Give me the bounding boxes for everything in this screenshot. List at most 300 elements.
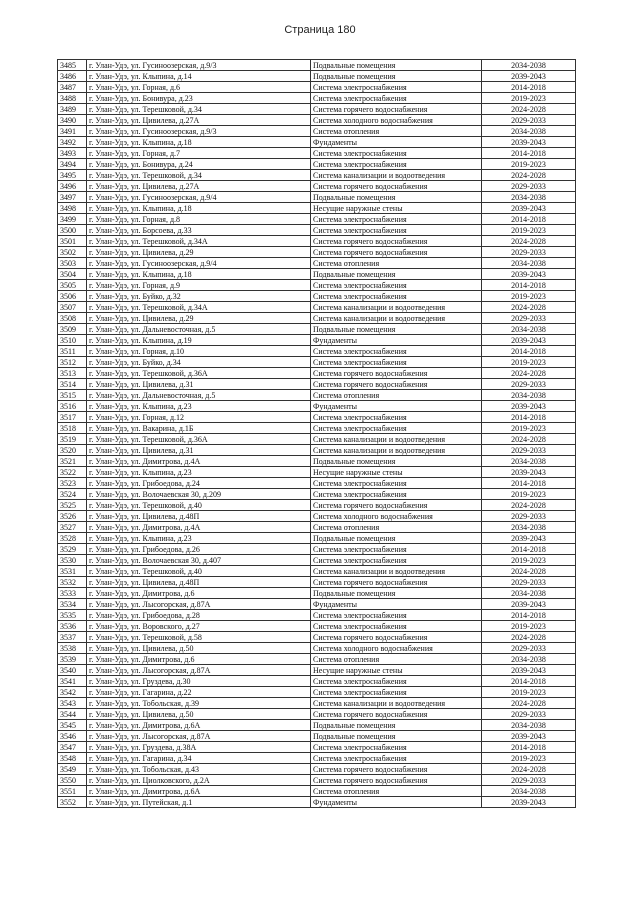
system-cell: Система электроснабжения: [311, 676, 482, 687]
row-number-cell: 3529: [58, 544, 87, 555]
table-row: [58, 335, 576, 346]
address-cell: г. Улан-Удэ, ул. Терешковой, д.34А: [87, 302, 311, 313]
system-cell: Система горячего водоснабжения: [311, 500, 482, 511]
address-cell: г. Улан-Удэ, ул. Гусиноозерская, д.9/4: [87, 192, 311, 203]
system-cell: Подвальные помещения: [311, 71, 482, 82]
period-cell: 2024-2028: [482, 500, 576, 511]
row-number-cell: 3550: [58, 775, 87, 786]
address-cell: г. Улан-Удэ, ул. Волочаевская 30, д.407: [87, 555, 311, 566]
address-cell: г. Улан-Удэ, ул. Борсоева, д.33: [87, 225, 311, 236]
table-row: [58, 687, 576, 698]
address-cell: г. Улан-Удэ, ул. Лысогорская, д.87А: [87, 731, 311, 742]
period-cell: 2039-2043: [482, 335, 576, 346]
address-cell: г. Улан-Удэ, ул. Тобольская, д.39: [87, 698, 311, 709]
address-cell: г. Улан-Удэ, ул. Димитрова, д.6: [87, 654, 311, 665]
row-number-cell: 3508: [58, 313, 87, 324]
period-cell: 2029-2033: [482, 445, 576, 456]
period-cell: 2034-2038: [482, 720, 576, 731]
address-cell: г. Улан-Удэ, ул. Цивилева, д.27А: [87, 115, 311, 126]
table-row: [58, 434, 576, 445]
system-cell: Система отопления: [311, 522, 482, 533]
system-cell: Система горячего водоснабжения: [311, 236, 482, 247]
period-cell: 2029-2033: [482, 511, 576, 522]
row-number-cell: 3505: [58, 280, 87, 291]
address-cell: г. Улан-Удэ, ул. Вакарина, д.1Б: [87, 423, 311, 434]
period-cell: 2029-2033: [482, 379, 576, 390]
address-cell: г. Улан-Удэ, ул. Тобольская, д.43: [87, 764, 311, 775]
row-number-cell: 3552: [58, 797, 87, 808]
period-cell: 2034-2038: [482, 390, 576, 401]
system-cell: Система горячего водоснабжения: [311, 632, 482, 643]
period-cell: 2039-2043: [482, 797, 576, 808]
row-number-cell: 3492: [58, 137, 87, 148]
table-row: [58, 533, 576, 544]
row-number-cell: 3511: [58, 346, 87, 357]
table-row: [58, 181, 576, 192]
address-cell: г. Улан-Удэ, ул. Цивилева, д.48П: [87, 511, 311, 522]
system-cell: Система электроснабжения: [311, 346, 482, 357]
system-cell: Система отопления: [311, 786, 482, 797]
table-row: [58, 148, 576, 159]
system-cell: Несущие наружные стены: [311, 467, 482, 478]
period-cell: 2034-2038: [482, 258, 576, 269]
system-cell: Система электроснабжения: [311, 621, 482, 632]
row-number-cell: 3510: [58, 335, 87, 346]
row-number-cell: 3524: [58, 489, 87, 500]
system-cell: Система холодного водоснабжения: [311, 511, 482, 522]
period-cell: 2039-2043: [482, 467, 576, 478]
period-cell: 2034-2038: [482, 588, 576, 599]
table-row: [58, 698, 576, 709]
table-row: [58, 82, 576, 93]
period-cell: 2024-2028: [482, 764, 576, 775]
period-cell: 2039-2043: [482, 599, 576, 610]
table-row: [58, 467, 576, 478]
row-number-cell: 3501: [58, 236, 87, 247]
period-cell: 2014-2018: [482, 280, 576, 291]
address-cell: г. Улан-Удэ, ул. Путейская, д.1: [87, 797, 311, 808]
address-cell: г. Улан-Удэ, ул. Димитрова, д.6А: [87, 720, 311, 731]
address-cell: г. Улан-Удэ, ул. Дальневосточная, д.5: [87, 324, 311, 335]
period-cell: 2024-2028: [482, 434, 576, 445]
address-cell: г. Улан-Удэ, ул. Клыпина, д.19: [87, 335, 311, 346]
row-number-cell: 3500: [58, 225, 87, 236]
row-number-cell: 3489: [58, 104, 87, 115]
system-cell: Подвальные помещения: [311, 731, 482, 742]
row-number-cell: 3548: [58, 753, 87, 764]
period-cell: 2014-2018: [482, 742, 576, 753]
address-cell: г. Улан-Удэ, ул. Клыпина, д.18: [87, 269, 311, 280]
row-number-cell: 3540: [58, 665, 87, 676]
row-number-cell: 3497: [58, 192, 87, 203]
system-cell: Система электроснабжения: [311, 610, 482, 621]
row-number-cell: 3541: [58, 676, 87, 687]
address-cell: г. Улан-Удэ, ул. Бонивура, д.24: [87, 159, 311, 170]
row-number-cell: 3523: [58, 478, 87, 489]
page-title: Страница 180: [284, 24, 356, 36]
row-number-cell: 3504: [58, 269, 87, 280]
table-row: [58, 775, 576, 786]
table-row: [58, 621, 576, 632]
system-cell: Система электроснабжения: [311, 159, 482, 170]
address-cell: г. Улан-Удэ, ул. Лысогорская, д.87А: [87, 599, 311, 610]
system-cell: Подвальные помещения: [311, 588, 482, 599]
row-number-cell: 3490: [58, 115, 87, 126]
period-cell: 2014-2018: [482, 544, 576, 555]
period-cell: 2019-2023: [482, 555, 576, 566]
table-row: [58, 709, 576, 720]
period-cell: 2014-2018: [482, 148, 576, 159]
table-row: [58, 93, 576, 104]
address-cell: г. Улан-Удэ, ул. Воровского, д.27: [87, 621, 311, 632]
row-number-cell: 3527: [58, 522, 87, 533]
row-number-cell: 3493: [58, 148, 87, 159]
table-row: [58, 280, 576, 291]
row-number-cell: 3544: [58, 709, 87, 720]
system-cell: Фундаменты: [311, 599, 482, 610]
row-number-cell: 3546: [58, 731, 87, 742]
address-cell: г. Улан-Удэ, ул. Клыпина, д.23: [87, 533, 311, 544]
address-cell: г. Улан-Удэ, ул. Горная, д.10: [87, 346, 311, 357]
row-number-cell: 3518: [58, 423, 87, 434]
table-row: [58, 115, 576, 126]
row-number-cell: 3535: [58, 610, 87, 621]
period-cell: 2039-2043: [482, 533, 576, 544]
period-cell: 2019-2023: [482, 621, 576, 632]
row-number-cell: 3488: [58, 93, 87, 104]
system-cell: Система горячего водоснабжения: [311, 104, 482, 115]
system-cell: Несущие наружные стены: [311, 203, 482, 214]
row-number-cell: 3514: [58, 379, 87, 390]
row-number-cell: 3519: [58, 434, 87, 445]
address-cell: г. Улан-Удэ, ул. Буйко, д.34: [87, 357, 311, 368]
period-cell: 2034-2038: [482, 786, 576, 797]
address-cell: г. Улан-Удэ, ул. Цивилева, д.31: [87, 379, 311, 390]
address-cell: г. Улан-Удэ, ул. Цивилева, д.27А: [87, 181, 311, 192]
address-cell: г. Улан-Удэ, ул. Цивилева, д.29: [87, 313, 311, 324]
address-cell: г. Улан-Удэ, ул. Клыпина, д.23: [87, 467, 311, 478]
system-cell: Система отопления: [311, 126, 482, 137]
system-cell: Система канализации и водоотведения: [311, 302, 482, 313]
address-cell: г. Улан-Удэ, ул. Горная, д.7: [87, 148, 311, 159]
address-cell: г. Улан-Удэ, ул. Гусиноозерская, д.9/4: [87, 258, 311, 269]
row-number-cell: 3532: [58, 577, 87, 588]
system-cell: Система электроснабжения: [311, 280, 482, 291]
row-number-cell: 3551: [58, 786, 87, 797]
period-cell: 2034-2038: [482, 456, 576, 467]
table-row: [58, 731, 576, 742]
row-number-cell: 3507: [58, 302, 87, 313]
system-cell: Система горячего водоснабжения: [311, 181, 482, 192]
row-number-cell: 3498: [58, 203, 87, 214]
table-row: [58, 566, 576, 577]
table-row: [58, 313, 576, 324]
row-number-cell: 3494: [58, 159, 87, 170]
row-number-cell: 3506: [58, 291, 87, 302]
table-row: [58, 170, 576, 181]
row-number-cell: 3522: [58, 467, 87, 478]
period-cell: 2019-2023: [482, 489, 576, 500]
row-number-cell: 3495: [58, 170, 87, 181]
row-number-cell: 3539: [58, 654, 87, 665]
period-cell: 2019-2023: [482, 291, 576, 302]
row-number-cell: 3499: [58, 214, 87, 225]
system-cell: Система электроснабжения: [311, 555, 482, 566]
row-number-cell: 3515: [58, 390, 87, 401]
period-cell: 2024-2028: [482, 236, 576, 247]
table-row: [58, 676, 576, 687]
system-cell: Система электроснабжения: [311, 291, 482, 302]
address-cell: г. Улан-Удэ, ул. Буйко, д.32: [87, 291, 311, 302]
row-number-cell: 3503: [58, 258, 87, 269]
period-cell: 2014-2018: [482, 412, 576, 423]
table-row: [58, 577, 576, 588]
row-number-cell: 3533: [58, 588, 87, 599]
address-cell: г. Улан-Удэ, ул. Димитрова, д.4А: [87, 522, 311, 533]
table-row: [58, 522, 576, 533]
system-cell: Система горячего водоснабжения: [311, 368, 482, 379]
table-row: [58, 126, 576, 137]
period-cell: 2029-2033: [482, 577, 576, 588]
table-row: [58, 203, 576, 214]
address-cell: г. Улан-Удэ, ул. Клыпина, д.18: [87, 203, 311, 214]
system-cell: Система электроснабжения: [311, 225, 482, 236]
period-cell: 2019-2023: [482, 225, 576, 236]
table-row: [58, 390, 576, 401]
period-cell: 2034-2038: [482, 126, 576, 137]
table-row: [58, 588, 576, 599]
period-cell: 2019-2023: [482, 753, 576, 764]
row-number-cell: 3537: [58, 632, 87, 643]
system-cell: Система электроснабжения: [311, 357, 482, 368]
address-cell: г. Улан-Удэ, ул. Цивилева, д.48П: [87, 577, 311, 588]
address-cell: г. Улан-Удэ, ул. Горная, д.6: [87, 82, 311, 93]
period-cell: 2019-2023: [482, 687, 576, 698]
address-cell: г. Улан-Удэ, ул. Цивилева, д.29: [87, 247, 311, 258]
address-cell: г. Улан-Удэ, ул. Волочаевская 30, д.209: [87, 489, 311, 500]
system-cell: Фундаменты: [311, 137, 482, 148]
address-cell: г. Улан-Удэ, ул. Цивилева, д.31: [87, 445, 311, 456]
period-cell: 2034-2038: [482, 192, 576, 203]
table-row: [58, 654, 576, 665]
system-cell: Система канализации и водоотведения: [311, 313, 482, 324]
row-number-cell: 3547: [58, 742, 87, 753]
address-cell: г. Улан-Удэ, ул. Терешковой, д.34А: [87, 236, 311, 247]
system-cell: Система канализации и водоотведения: [311, 170, 482, 181]
period-cell: 2034-2038: [482, 60, 576, 71]
address-cell: г. Улан-Удэ, ул. Терешковой, д.34: [87, 170, 311, 181]
address-cell: г. Улан-Удэ, ул. Цивилева, д.50: [87, 643, 311, 654]
period-cell: 2019-2023: [482, 159, 576, 170]
table-row: [58, 511, 576, 522]
row-number-cell: 3487: [58, 82, 87, 93]
table-row: [58, 445, 576, 456]
address-cell: г. Улан-Удэ, ул. Гусиноозерская, д.9/3: [87, 126, 311, 137]
table-row: [58, 643, 576, 654]
table-row: [58, 753, 576, 764]
period-cell: 2014-2018: [482, 478, 576, 489]
system-cell: Подвальные помещения: [311, 456, 482, 467]
system-cell: Система электроснабжения: [311, 423, 482, 434]
table-row: [58, 247, 576, 258]
address-cell: г. Улан-Удэ, ул. Терешковой, д.34: [87, 104, 311, 115]
address-cell: г. Улан-Удэ, ул. Лысогорская, д.87А: [87, 665, 311, 676]
table-row: [58, 60, 576, 71]
table-row: [58, 258, 576, 269]
address-cell: г. Улан-Удэ, ул. Гагарина, д.34: [87, 753, 311, 764]
table-row: [58, 742, 576, 753]
address-cell: г. Улан-Удэ, ул. Терешковой, д.36А: [87, 434, 311, 445]
period-cell: 2039-2043: [482, 401, 576, 412]
address-cell: г. Улан-Удэ, ул. Дальневосточная, д.5: [87, 390, 311, 401]
period-cell: 2024-2028: [482, 170, 576, 181]
row-number-cell: 3513: [58, 368, 87, 379]
table-row: [58, 764, 576, 775]
address-cell: г. Улан-Удэ, ул. Цивилева, д.50: [87, 709, 311, 720]
table-row: [58, 500, 576, 511]
address-cell: г. Улан-Удэ, ул. Терешковой, д.40: [87, 500, 311, 511]
table-row: [58, 225, 576, 236]
table-row: [58, 599, 576, 610]
period-cell: 2019-2023: [482, 423, 576, 434]
system-cell: Система электроснабжения: [311, 412, 482, 423]
period-cell: 2024-2028: [482, 566, 576, 577]
table-row: [58, 104, 576, 115]
system-cell: Система канализации и водоотведения: [311, 434, 482, 445]
table-body: [58, 60, 576, 808]
period-cell: 2039-2043: [482, 137, 576, 148]
address-cell: г. Улан-Удэ, ул. Терешковой, д.58: [87, 632, 311, 643]
period-cell: 2029-2033: [482, 643, 576, 654]
table-row: [58, 478, 576, 489]
row-number-cell: 3538: [58, 643, 87, 654]
period-cell: 2014-2018: [482, 346, 576, 357]
table-row: [58, 379, 576, 390]
system-cell: Система горячего водоснабжения: [311, 775, 482, 786]
period-cell: 2024-2028: [482, 104, 576, 115]
table-row: [58, 269, 576, 280]
row-number-cell: 3486: [58, 71, 87, 82]
row-number-cell: 3491: [58, 126, 87, 137]
table-row: [58, 489, 576, 500]
table-row: [58, 137, 576, 148]
address-cell: г. Улан-Удэ, ул. Циолковского, д.2А: [87, 775, 311, 786]
period-cell: 2034-2038: [482, 654, 576, 665]
address-cell: г. Улан-Удэ, ул. Груздева, д.38А: [87, 742, 311, 753]
period-cell: 2014-2018: [482, 82, 576, 93]
period-cell: 2014-2018: [482, 610, 576, 621]
system-cell: Система электроснабжения: [311, 148, 482, 159]
system-cell: Система горячего водоснабжения: [311, 247, 482, 258]
address-cell: г. Улан-Удэ, ул. Гагарина, д.22: [87, 687, 311, 698]
table-row: [58, 236, 576, 247]
row-number-cell: 3525: [58, 500, 87, 511]
table-row: [58, 632, 576, 643]
period-cell: 2039-2043: [482, 269, 576, 280]
table-row: [58, 192, 576, 203]
system-cell: Система горячего водоснабжения: [311, 379, 482, 390]
period-cell: 2039-2043: [482, 665, 576, 676]
table-row: [58, 555, 576, 566]
table-row: [58, 797, 576, 808]
system-cell: Система электроснабжения: [311, 544, 482, 555]
period-cell: 2034-2038: [482, 324, 576, 335]
system-cell: Система канализации и водоотведения: [311, 698, 482, 709]
system-cell: Подвальные помещения: [311, 533, 482, 544]
row-number-cell: 3526: [58, 511, 87, 522]
system-cell: Система электроснабжения: [311, 478, 482, 489]
period-cell: 2024-2028: [482, 632, 576, 643]
row-number-cell: 3521: [58, 456, 87, 467]
address-cell: г. Улан-Удэ, ул. Груздева, д.30: [87, 676, 311, 687]
system-cell: Система электроснабжения: [311, 687, 482, 698]
address-cell: г. Улан-Удэ, ул. Горная, д.8: [87, 214, 311, 225]
table-row: [58, 302, 576, 313]
row-number-cell: 3512: [58, 357, 87, 368]
row-number-cell: 3502: [58, 247, 87, 258]
system-cell: Система электроснабжения: [311, 82, 482, 93]
address-cell: г. Улан-Удэ, ул. Димитрова, д.6: [87, 588, 311, 599]
system-cell: Подвальные помещения: [311, 192, 482, 203]
table-row: [58, 665, 576, 676]
row-number-cell: 3516: [58, 401, 87, 412]
row-number-cell: 3509: [58, 324, 87, 335]
row-number-cell: 3496: [58, 181, 87, 192]
system-cell: Система канализации и водоотведения: [311, 566, 482, 577]
period-cell: 2024-2028: [482, 368, 576, 379]
table-row: [58, 412, 576, 423]
row-number-cell: 3528: [58, 533, 87, 544]
row-number-cell: 3549: [58, 764, 87, 775]
system-cell: Система электроснабжения: [311, 753, 482, 764]
row-number-cell: 3531: [58, 566, 87, 577]
period-cell: 2039-2043: [482, 71, 576, 82]
system-cell: Система холодного водоснабжения: [311, 643, 482, 654]
address-cell: г. Улан-Удэ, ул. Клыпина, д.23: [87, 401, 311, 412]
row-number-cell: 3543: [58, 698, 87, 709]
address-cell: г. Улан-Удэ, ул. Клыпина, д.14: [87, 71, 311, 82]
address-cell: г. Улан-Удэ, ул. Клыпина, д.18: [87, 137, 311, 148]
row-number-cell: 3530: [58, 555, 87, 566]
table-row: [58, 401, 576, 412]
system-cell: Система канализации и водоотведения: [311, 445, 482, 456]
period-cell: 2034-2038: [482, 522, 576, 533]
period-cell: 2014-2018: [482, 214, 576, 225]
table-row: [58, 544, 576, 555]
address-cell: г. Улан-Удэ, ул. Грибоедова, д.28: [87, 610, 311, 621]
period-cell: 2014-2018: [482, 676, 576, 687]
table-row: [58, 214, 576, 225]
registry-table: [57, 59, 576, 808]
address-cell: г. Улан-Удэ, ул. Грибоедова, д.24: [87, 478, 311, 489]
system-cell: Система горячего водоснабжения: [311, 577, 482, 588]
row-number-cell: 3536: [58, 621, 87, 632]
row-number-cell: 3485: [58, 60, 87, 71]
table-row: [58, 346, 576, 357]
table-row: [58, 720, 576, 731]
address-cell: г. Улан-Удэ, ул. Бонивура, д.23: [87, 93, 311, 104]
period-cell: 2029-2033: [482, 115, 576, 126]
system-cell: Подвальные помещения: [311, 720, 482, 731]
system-cell: Система электроснабжения: [311, 489, 482, 500]
system-cell: Фундаменты: [311, 401, 482, 412]
table-row: [58, 368, 576, 379]
address-cell: г. Улан-Удэ, ул. Димитрова, д.6А: [87, 786, 311, 797]
period-cell: 2019-2023: [482, 93, 576, 104]
table-row: [58, 786, 576, 797]
period-cell: 2024-2028: [482, 698, 576, 709]
address-cell: г. Улан-Удэ, ул. Горная, д.9: [87, 280, 311, 291]
